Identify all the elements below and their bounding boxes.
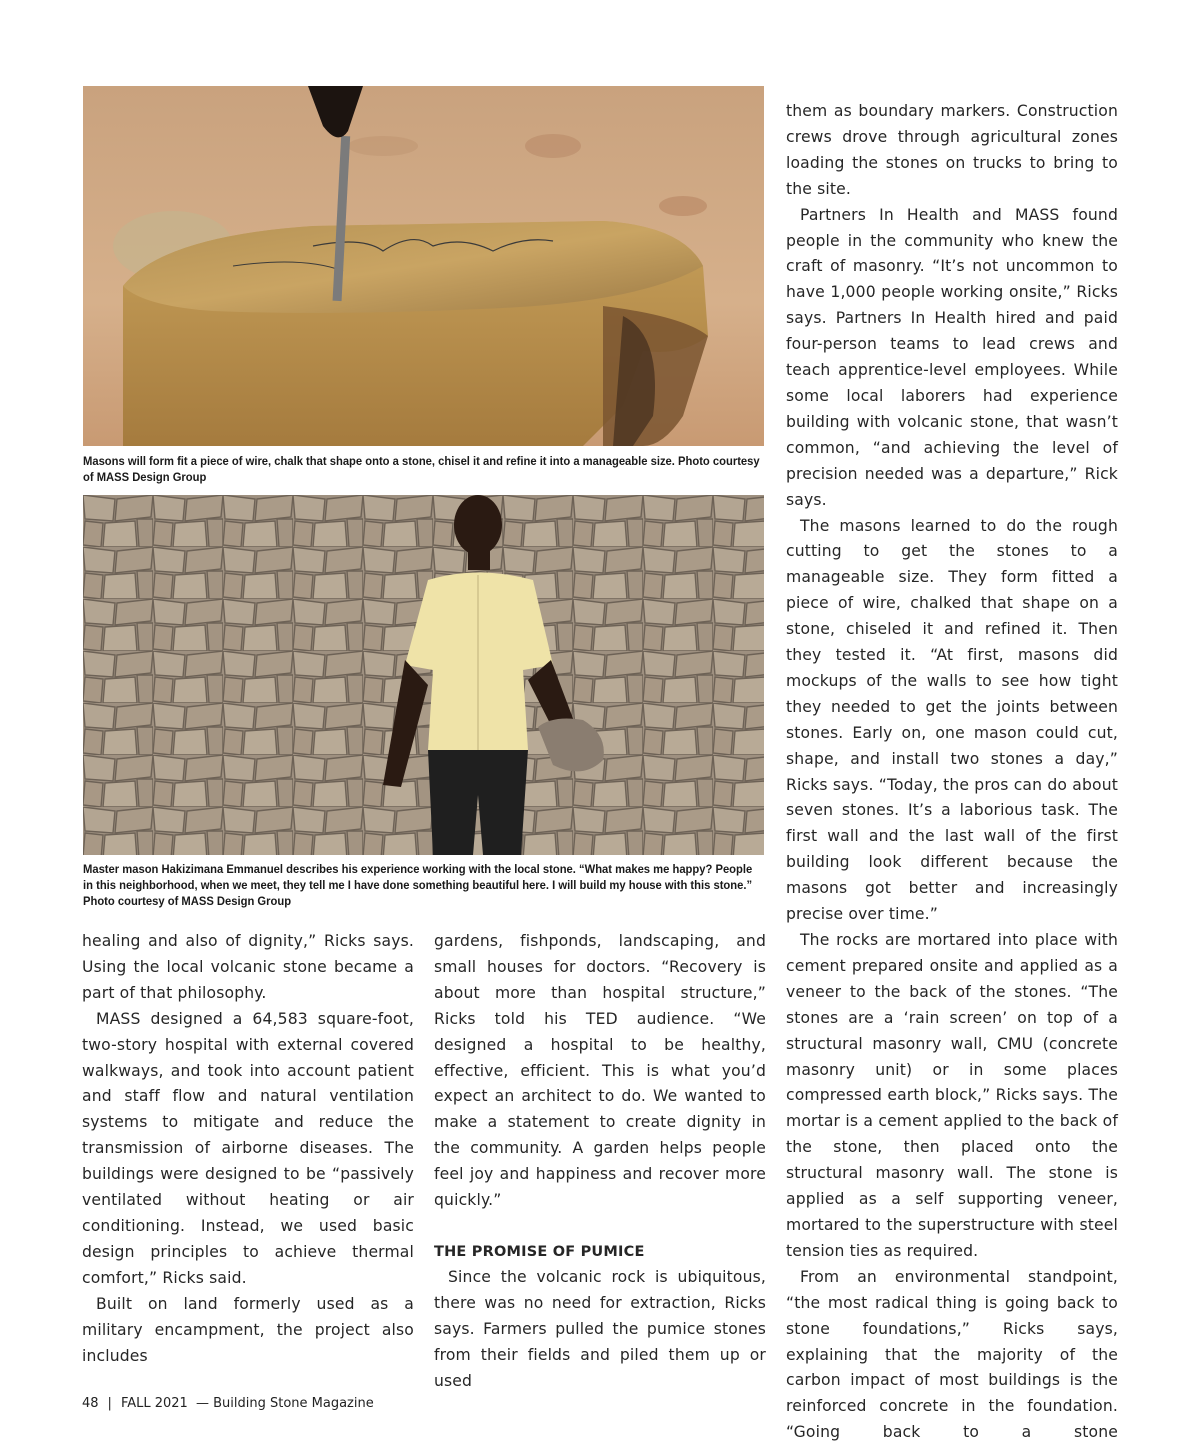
article-column-2 <box>434 929 766 1395</box>
paragraph: healing and also of dignity,” Ricks says. Using the local volcanic stone became a part of that philosophy. <box>82 932 414 1002</box>
article-column-3 <box>786 99 1118 1446</box>
page-footer <box>82 1396 374 1411</box>
article-column-1 <box>82 929 414 1369</box>
photo1-caption: Masons will form fit a piece of wire, chalk that shape onto a stone, chisel it and refine it into a manageable size. Photo courtesy of MASS Design Group <box>83 454 760 484</box>
photo2-caption: Master mason Hakizimana Emmanuel describes his experience working with the local stone. “What makes me happy? People in this neighborhood, when we meet, they tell me I have done something beautiful here. I will build my house with this stone.” Photo courtesy of MASS Design Group <box>83 862 753 908</box>
section-subhead: THE PROMISE OF PUMICE <box>434 1243 645 1260</box>
paragraph: them as boundary markers. Construction crews drove through agricultural zones loading the stones on trucks to bring to the site. <box>786 102 1118 198</box>
magazine-name: — Building Stone Magazine <box>195 1396 374 1411</box>
mason-portrait-icon <box>83 495 764 855</box>
stone-wire-photo <box>83 86 764 446</box>
paragraph: The rocks are mortared into place with cement prepared onsite and applied as a veneer to the back of the stones. “The stones are a ‘rain screen’ on top of a structural masonry wall, CMU (concrete masonry unit) or in some places compressed earth block,” Ricks says. The mortar is a cement applied to the back of the stone, then placed onto the structural masonry wall. The stone is applied as a self supporting veneer, mortared to the superstructure with steel tension ties as required. <box>786 931 1118 1260</box>
paragraph: The masons learned to do the rough cutting to get the stones to a manageable size. They form fitted a piece of wire, chalked that shape on a stone, chiseled it and refined it. Then they tested it. “At first, masons did mockups of the walls to see how tight they needed to get the joints between stones. Early on, one mason could cut, shape, and install two stones a day,” Ricks says. “Today, the pros can do about seven stones. It’s a laborious task. The first wall and the last wall of the first building look different because the masons got better and increasingly precise over time.” <box>786 516 1118 924</box>
paragraph: gardens, fishponds, landscaping, and small houses for doctors. “Recovery is about more than hospital structure,” Ricks told his TED audience. “We designed a hospital to be healthy, effective, efficient. This is what you’d expect an architect to do. We wanted to make a statement to create dignity in the community. A garden helps people feel joy and happiness and recover more quickly.” <box>434 932 766 1210</box>
paragraph: From an environmental standpoint, “the most radical thing is going back to stone foundations,” Ricks says, explaining that the majority of the carbon impact of most buildings is the reinforced concrete in the foundation. “Going back to a stone <box>786 1267 1118 1442</box>
page-number: 48 <box>82 1396 99 1411</box>
paragraph: MASS designed a 64,583 square-foot, two-story hospital with external covered walkways, and took into account patient and staff flow and natural ventilation systems to mitigate and reduce the transmission of airborne diseases. The buildings were designed to be “passively ventilated without heating or air conditioning. Instead, we used basic design principles to achieve thermal comfort,” Ricks said. <box>82 1009 414 1287</box>
issue-label: FALL 2021 <box>120 1396 188 1411</box>
mason-photo <box>83 495 764 855</box>
stone-wire-chalk-icon <box>83 86 764 446</box>
paragraph: Partners In Health and MASS found people in the community who knew the craft of masonry. “It’s not uncommon to have 1,000 people working onsite,” Ricks says. Partners In Health hired and paid four-person teams to lead crews and teach apprentice-level employees. While some local laborers had experience building with volcanic stone, that wasn’t common, “and achieving the level of precision needed was a departure,” Rick says. <box>786 205 1118 509</box>
paragraph: Built on land formerly used as a military encampment, the project also includes <box>82 1294 414 1365</box>
footer-separator: | <box>107 1396 112 1411</box>
paragraph: Since the volcanic rock is ubiquitous, there was no need for extraction, Ricks says. Farmers pulled the pumice stones from their fields and piled them up or used <box>434 1267 766 1390</box>
